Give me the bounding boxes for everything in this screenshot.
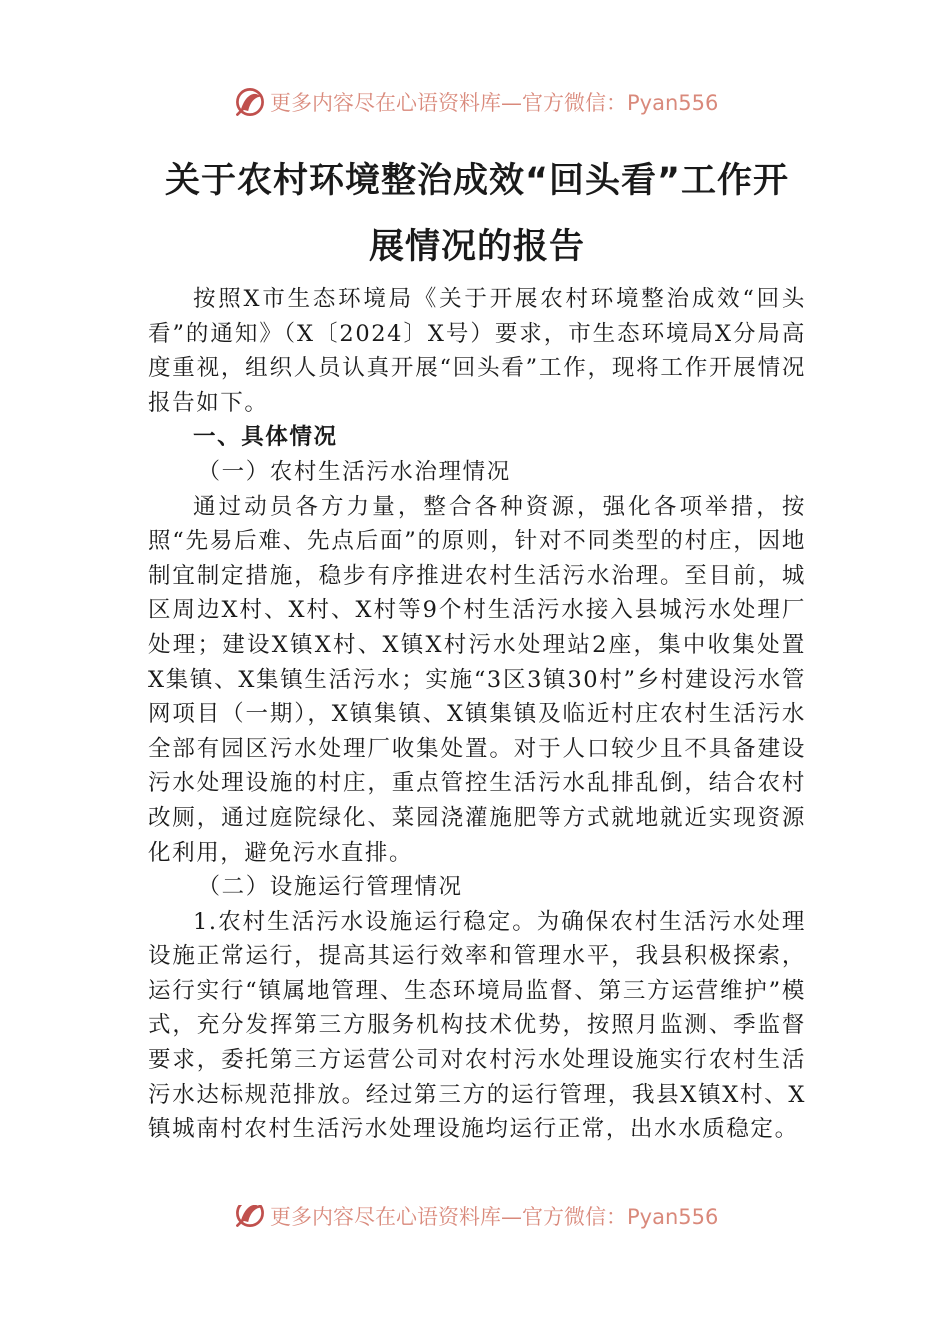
footer-watermark — [232, 1205, 718, 1231]
subsection-heading: （二）设施运行管理情况 — [197, 874, 463, 901]
watermark-text: 更多内容尽在心语资料库—官方微信：Pyan556 — [270, 1205, 719, 1229]
intro-paragraph: 按照X市生态环境局《关于开展农村环境整治成效“回头看”的通知》（X〔2024〕X号）要求，市生态环境局X分局高度重视，组织人员认真开展“回头看”工作，现将工作开展情况报告如下。 — [148, 286, 806, 416]
subsection-heading: （一）农村生活污水治理情况 — [197, 458, 511, 485]
document-title: 关于农村环境整治成效“回头看”工作开展情况的报告 — [164, 161, 789, 267]
body-paragraph: 1.农村生活污水设施运行稳定。为确保农村生活污水处理设施正常运行，提高其运行效率和管理水平，我县积极探索，运行实行“镇属地管理、生态环境局监督、第三方运营维护”模式，充分发挥第三方服务机构技术优势，按照月监测、季监督要求，委托第三方运营公司对农村污水处理设施实行农村生活污水达标规范排放。经过第三方的运行管理，我县X镇X村、X镇城南村农村生活污水处理设施均运行正常，出水水质稳定。 — [148, 908, 806, 1143]
section-heading: 一、具体情况 — [193, 424, 338, 451]
red-swirl-logo-icon — [232, 1205, 268, 1231]
header-watermark — [232, 84, 718, 120]
red-swirl-logo-icon — [232, 84, 268, 120]
document-body — [148, 282, 806, 1147]
body-paragraph: 通过动员各方力量，整合各种资源，强化各项举措，按照“先易后难、先点后面”的原则，针对不同类型的村庄，因地制宜制定措施，稳步有序推进农村生活污水治理。至目前，城区周边X村、X村、X村等9个村生活污水接入县城污水处理厂处理；建设X镇X村、X镇X村污水处理站2座，集中收集处置X集镇、X集镇生活污水；实施“3区3镇30村”乡村建设污水管网项目（一期），X镇集镇、X镇集镇及临近村庄农村生活污水全部有园区污水处理厂收集处置。对于人口较少且不具备建设污水处理设施的村庄，重点管控生活污水乱排乱倒，结合农村改厕，通过庭院绿化、菜园浇灌施肥等方式就地就近实现资源化利用，避免污水直排。 — [148, 493, 806, 866]
watermark-text: 更多内容尽在心语资料库—官方微信：Pyan556 — [270, 91, 719, 115]
